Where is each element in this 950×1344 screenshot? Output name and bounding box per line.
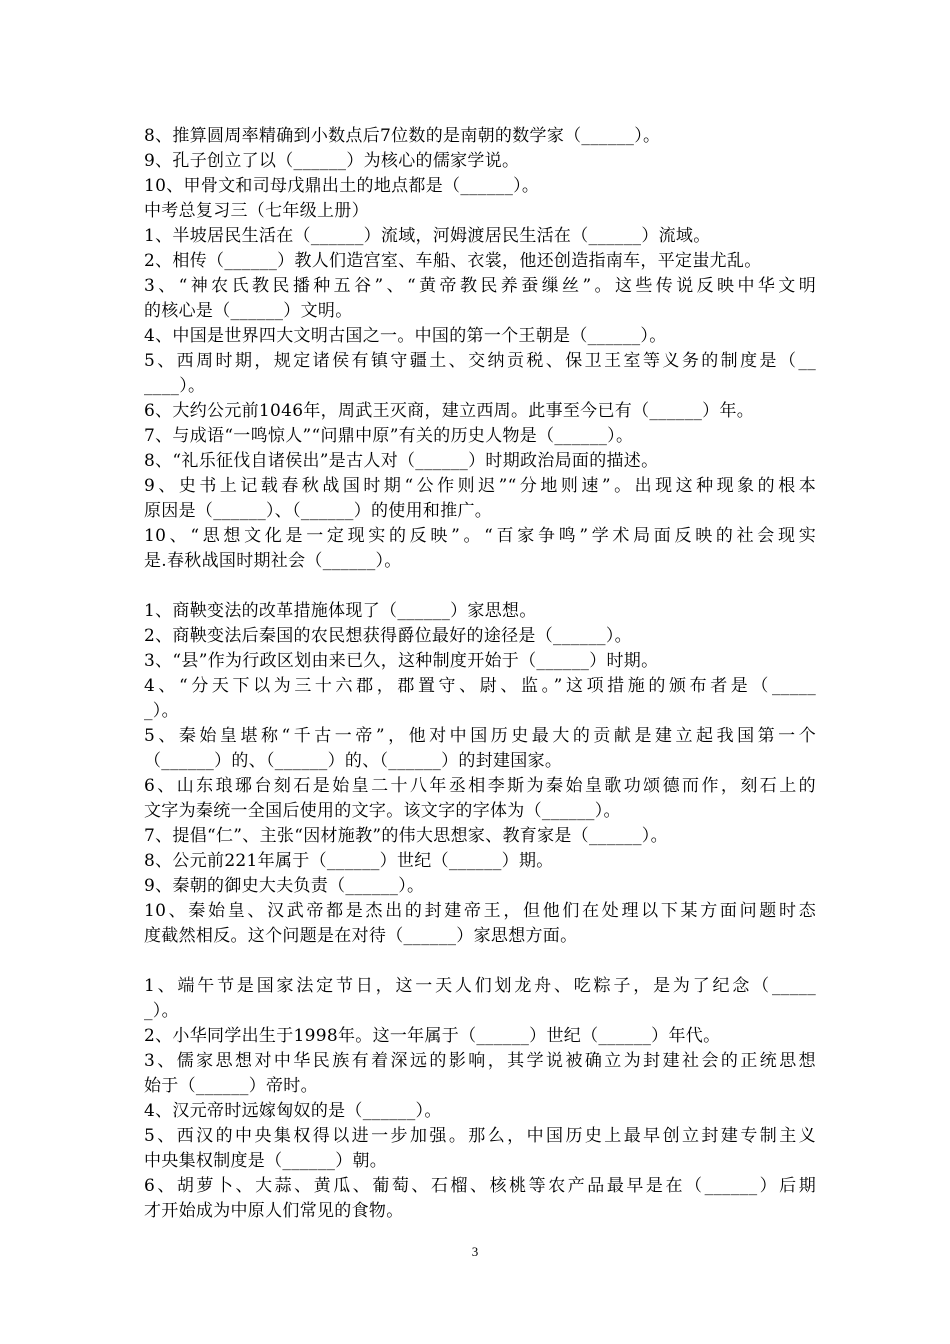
question-line: 9、秦朝的御史大夫负责（______）。 xyxy=(144,876,425,896)
question-line: 3、“县”作为行政区划由来已久，这种制度开始于（______）时期。 xyxy=(144,651,659,671)
question-line: 6、胡萝卜、大蒜、黄瓜、葡萄、石榴、核桃等农产品最早是在（______）后期 xyxy=(144,1176,816,1196)
question-line: 4、“分天下以为三十六郡，郡置守、尉、监。”这项措施的颁布者是（_____ xyxy=(144,676,816,696)
question-line: 中央集权制度是（______）朝。 xyxy=(144,1151,388,1171)
question-line: （______）的、（______）的、（______）的封建国家。 xyxy=(144,751,563,771)
section-heading: 中考总复习三（七年级上册） xyxy=(144,201,369,221)
question-line: 4、汉元帝时远嫁匈奴的是（______）。 xyxy=(144,1101,442,1121)
question-line: 2、相传（______）教人们造宫室、车船、衣裳，他还创造指南车，平定蚩尤乱。 xyxy=(144,251,762,271)
question-line: 1、半坡居民生活在（______）流域，河姆渡居民生活在（______）流域。 xyxy=(144,226,711,246)
document-body xyxy=(144,124,816,1224)
blank-line xyxy=(144,574,816,599)
question-line: 10、甲骨文和司母戊鼎出土的地点都是（______）。 xyxy=(144,176,540,196)
question-line: 10、“思想文化是一定现实的反映”。“百家争鸣”学术局面反映的社会现实 xyxy=(144,526,816,546)
question-line: 9、孔子创立了以（______）为核心的儒家学说。 xyxy=(144,151,520,171)
question-line: 1、端午节是国家法定节日，这一天人们划龙舟、吃粽子，是为了纪念（_____ xyxy=(144,976,816,996)
question-line: 5、西汉的中央集权得以进一步加强。那么，中国历史上最早创立封建专制主义 xyxy=(144,1126,816,1146)
question-line: 3、儒家思想对中华民族有着深远的影响，其学说被确立为封建社会的正统思想 xyxy=(144,1051,816,1071)
question-line: 2、小华同学出生于1998年。这一年属于（______）世纪（______）年代。 xyxy=(144,1026,721,1046)
question-line: 原因是（______）、（______）的使用和推广。 xyxy=(144,501,493,521)
blank-line xyxy=(144,949,816,974)
question-line: 1、商鞅变法的改革措施体现了（______）家思想。 xyxy=(144,601,537,621)
question-line: ____）。 xyxy=(144,376,206,396)
question-line: 8、“礼乐征伐自诸侯出”是古人对（______）时期政治局面的描述。 xyxy=(144,451,659,471)
question-line: 6、山东琅琊台刻石是始皇二十八年丞相李斯为秦始皇歌功颂德而作，刻石上的 xyxy=(144,776,816,796)
question-line: 8、推算圆周率精确到小数点后7位数的是南朝的数学家（______）。 xyxy=(144,126,661,146)
question-line: 9、史书上记载春秋战国时期“公作则迟”“分地则速”。出现这种现象的根本 xyxy=(144,476,816,496)
question-line: 才开始成为中原人们常见的食物。 xyxy=(144,1201,404,1221)
question-line: 6、大约公元前1046年，周武王灭商，建立西周。此事至今已有（______）年。 xyxy=(144,401,755,421)
question-line: 的核心是（______）文明。 xyxy=(144,301,353,321)
question-line: 7、与成语“一鸣惊人”“问鼎中原”有关的历史人物是（______）。 xyxy=(144,426,634,446)
question-line: 始于（______）帝时。 xyxy=(144,1076,318,1096)
question-line: 5、西周时期，规定诸侯有镇守疆土、交纳贡税、保卫王室等义务的制度是（__ xyxy=(144,351,816,371)
question-line: 3、“神农氏教民播种五谷”、“黄帝教民养蚕缫丝”。这些传说反映中华文明 xyxy=(144,276,816,296)
question-line: 是.春秋战国时期社会（______）。 xyxy=(144,551,402,571)
question-line: _）。 xyxy=(144,1001,179,1021)
question-line: 4、中国是世界四大文明古国之一。中国的第一个王朝是（______）。 xyxy=(144,326,667,346)
question-line: 8、公元前221年属于（______）世纪（______）期。 xyxy=(144,851,554,871)
question-line: 7、提倡“仁”、主张“因材施教”的伟大思想家、教育家是（______）。 xyxy=(144,826,668,846)
question-line: 5、秦始皇堪称“千古一帝”，他对中国历史最大的贡献是建立起我国第一个 xyxy=(144,726,816,746)
page-number: 3 xyxy=(471,1244,479,1259)
question-line: _）。 xyxy=(144,701,179,721)
question-line: 10、秦始皇、汉武帝都是杰出的封建帝王，但他们在处理以下某方面问题时态 xyxy=(144,901,816,921)
question-line: 度截然相反。这个问题是在对待（______）家思想方面。 xyxy=(144,926,578,946)
question-line: 2、商鞅变法后秦国的农民想获得爵位最好的途径是（______）。 xyxy=(144,626,632,646)
question-line: 文字为秦统一全国后使用的文字。该文字的字体为（______）。 xyxy=(144,801,621,821)
